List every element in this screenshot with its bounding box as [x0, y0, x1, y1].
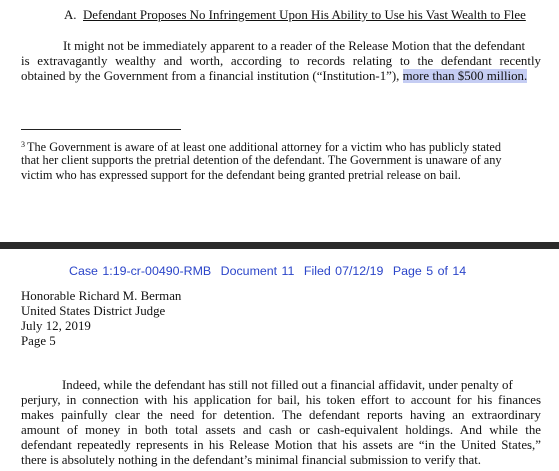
ecf-filing-header — [69, 264, 471, 278]
body-line-3: makes painfully clear the need for detention. The defendant reports having an extraordinary — [21, 408, 541, 422]
body-line-5: defendant repeatedly represents in his Release Motion that his assets are “in the United States,” — [21, 438, 541, 452]
ecf-page-number: Page 5 of 14 — [392, 264, 467, 278]
footnote-marker: 3 — [21, 140, 25, 149]
body-line-1: Indeed, while the defendant has still not filled out a financial affidavit, under penalty of — [62, 378, 513, 392]
body-line-2: perjury, in connection with his application for bail, his token effort to account for his finances — [21, 393, 541, 407]
para1-line-2: is extravagantly wealthy and worth, according to records relating to the defendant recently — [21, 54, 541, 68]
footnote-line-2: that her client supports the pretrial detention of the defendant. The Government is unaware of any — [21, 153, 502, 167]
para1-line-3-text: obtained by the Government from a financial institution (“Institution-1”), — [21, 69, 400, 83]
highlighted-amount[interactable]: more than $500 million. — [402, 69, 528, 83]
ecf-document-number: Document 11 — [220, 264, 295, 278]
ecf-case-number: Case 1:19-cr-00490-RMB — [69, 264, 212, 278]
body-line-6: there is absolutely nothing in the defendant’s minimal financial submission to verify that. — [21, 453, 482, 467]
heading-text: Defendant Proposes No Infringement Upon His Ability to Use his Vast Wealth to Flee — [83, 8, 526, 22]
letter-date: July 12, 2019 — [21, 319, 91, 333]
section-heading — [64, 8, 544, 22]
para1-line-3 — [21, 69, 541, 83]
addressee-name: Honorable Richard M. Berman — [21, 289, 182, 303]
heading-prefix: A. — [64, 8, 77, 22]
footnote-text-1: The Government is aware of at least one additional attorney for a victim who has publicly stated — [27, 140, 501, 154]
letter-page: Page 5 — [21, 334, 56, 348]
page-separator — [0, 242, 559, 249]
ecf-filed-date: Filed 07/12/19 — [303, 264, 384, 278]
footnote-line-1 — [21, 138, 541, 154]
footnote-line-3: victim who has expressed support for the defendant being granted pretrial release on bail. — [21, 168, 461, 182]
footnote-rule — [21, 129, 181, 130]
addressee-title: United States District Judge — [21, 304, 166, 318]
para1-line-1: It might not be immediately apparent to a reader of the Release Motion that the defendant — [63, 39, 526, 53]
body-line-4: amount of money in both total assets and cash or cash-equivalent holdings. And while the — [21, 423, 541, 437]
